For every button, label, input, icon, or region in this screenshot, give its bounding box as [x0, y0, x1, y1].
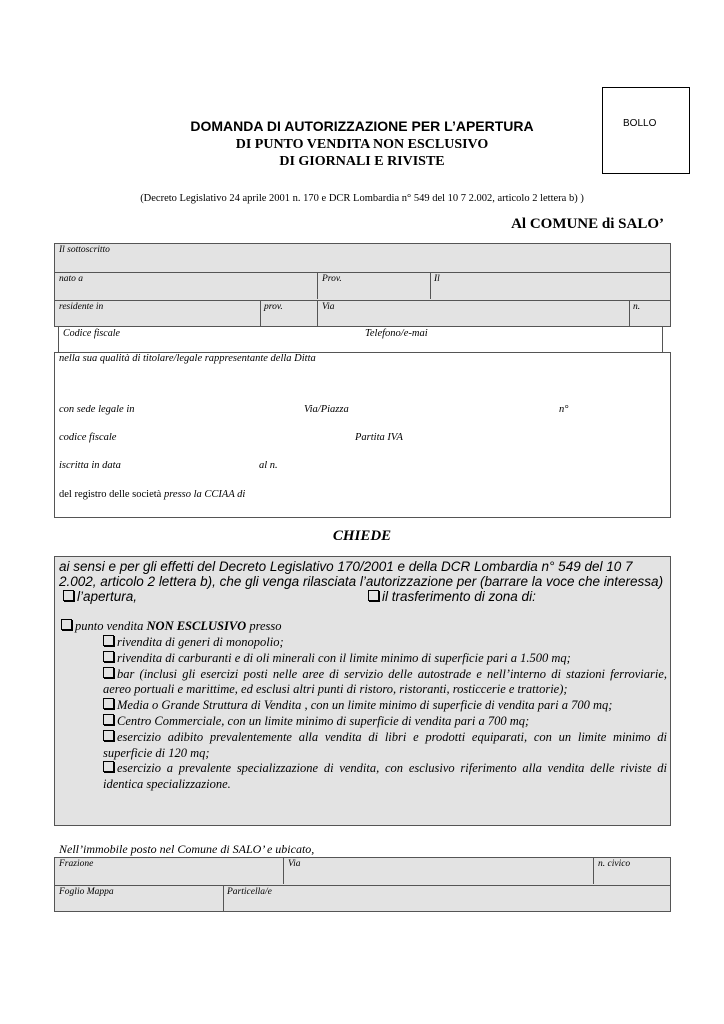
- option-item[interactable]: rivendita di generi di monopolio;: [103, 635, 667, 651]
- label-numero-civico: n°: [559, 404, 569, 415]
- checkbox-option[interactable]: [103, 635, 114, 646]
- recipient-comune: Al COMUNE di SALO’: [511, 216, 664, 232]
- label-nato-a: nato a: [59, 274, 84, 284]
- checkbox-option[interactable]: [103, 667, 114, 678]
- label-sottoscritto: Il sottoscritto: [59, 245, 110, 255]
- option-item[interactable]: rivendita di carburanti e di oli minerali con il limite minimo di superficie pari a 1.500 mq;: [103, 651, 667, 667]
- label-numero: n.: [633, 302, 641, 312]
- label-il: Il: [434, 274, 440, 284]
- form-title-line2: DI PUNTO VENDITA NON ESCLUSIVO: [235, 137, 489, 152]
- label-qualita: nella sua qualità di titolare/legale rappresentante della Ditta: [59, 353, 316, 364]
- label-via-piazza: Via/Piazza: [304, 404, 349, 415]
- company-data-box: [54, 352, 671, 518]
- field-sottoscritto[interactable]: [55, 244, 670, 272]
- label-numero-civico-immobile: n. civico: [598, 859, 631, 869]
- label-telefono: Telefono/e-mai: [365, 328, 428, 339]
- option-list: [103, 635, 667, 793]
- label-foglio-mappa: Foglio Mappa: [59, 887, 114, 897]
- option-item[interactable]: esercizio a prevalente specializzazione di vendita, con esclusivo riferimento alla vendita delle riviste di identica specializzazione.: [103, 761, 667, 792]
- checkbox-option[interactable]: [103, 761, 114, 772]
- checkbox-apertura[interactable]: [63, 590, 74, 601]
- label-al-n: al n.: [259, 460, 278, 471]
- option-item[interactable]: bar (inclusi gli esercizi posti nelle aree di servizio delle autostrade e nell’interno di stazioni ferroviarie, aereo portuali e marittime, ed esclusi altri punti di ristoro, ristoranti, rosticcerie e trattorie);: [103, 666, 667, 697]
- request-intro-line2: 2.002, articolo 2 lettera b), che gli venga rilasciata l’autorizzazione per (barrare la voce che interessa): [59, 574, 664, 589]
- label-via: Via: [322, 302, 335, 312]
- option-trasferimento[interactable]: il trasferimento di zona di:: [368, 589, 536, 604]
- checkbox-option[interactable]: [103, 730, 114, 741]
- label-codice-fiscale-ditta: codice fiscale: [59, 432, 117, 443]
- label-registro: del registro delle società presso la CCIAA di: [59, 489, 246, 500]
- decreto-reference: (Decreto Legislativo 24 aprile 2001 n. 170 e DCR Lombardia n° 549 del 10 7 2.002, articolo 2 lettera b) ): [140, 193, 584, 204]
- label-iscritta: iscritta in data: [59, 460, 121, 471]
- form-title-line3: DI GIORNALI E RIVISTE: [279, 154, 445, 169]
- label-partita-iva: Partita IVA: [355, 432, 403, 443]
- checkbox-trasferimento[interactable]: [368, 590, 379, 601]
- checkbox-option[interactable]: [103, 698, 114, 709]
- option-item[interactable]: Media o Grande Struttura di Vendita , con un limite minimo di superficie di vendita pari a 700 mq;: [103, 698, 667, 714]
- option-item[interactable]: esercizio adibito prevalentemente alla vendita di libri e prodotti equiparati, con un limite minimo di superficie di 120 mq;: [103, 729, 667, 760]
- label-frazione: Frazione: [59, 859, 94, 869]
- option-item[interactable]: Centro Commerciale, con un limite minimo di superficie di vendita pari a 700 mq;: [103, 714, 667, 730]
- label-via-immobile: Via: [288, 859, 301, 869]
- request-intro-line1: ai sensi e per gli effetti del Decreto Legislativo 170/2001 e della DCR Lombardia n° 549 del 10 7: [59, 559, 633, 574]
- section-heading-chiede: CHIEDE: [332, 528, 392, 544]
- checkbox-option[interactable]: [103, 714, 114, 725]
- punto-vendita-line[interactable]: punto vendita NON ESCLUSIVO presso: [61, 619, 282, 635]
- label-prov-residenza: prov.: [264, 302, 283, 312]
- immobile-intro: Nell’immobile posto nel Comune di SALO’ e ubicato,: [59, 842, 315, 856]
- checkbox-option[interactable]: [103, 651, 114, 662]
- fiscal-code-row: [58, 327, 662, 353]
- property-data-grid: [54, 857, 671, 912]
- label-sede-legale: con sede legale in: [59, 404, 135, 415]
- label-prov: Prov.: [322, 274, 342, 284]
- form-title-line1: DOMANDA DI AUTORIZZAZIONE PER L’APERTURA: [190, 118, 534, 134]
- bollo-label: BOLLO: [623, 118, 657, 129]
- request-box: [54, 556, 671, 826]
- label-codice-fiscale: Codice fiscale: [63, 328, 120, 339]
- label-residente-in: residente in: [59, 302, 104, 312]
- option-apertura[interactable]: l’apertura,: [63, 589, 137, 604]
- applicant-data-grid: [54, 243, 671, 327]
- checkbox-punto-vendita[interactable]: [61, 619, 72, 630]
- label-particella: Particella/e: [227, 887, 272, 897]
